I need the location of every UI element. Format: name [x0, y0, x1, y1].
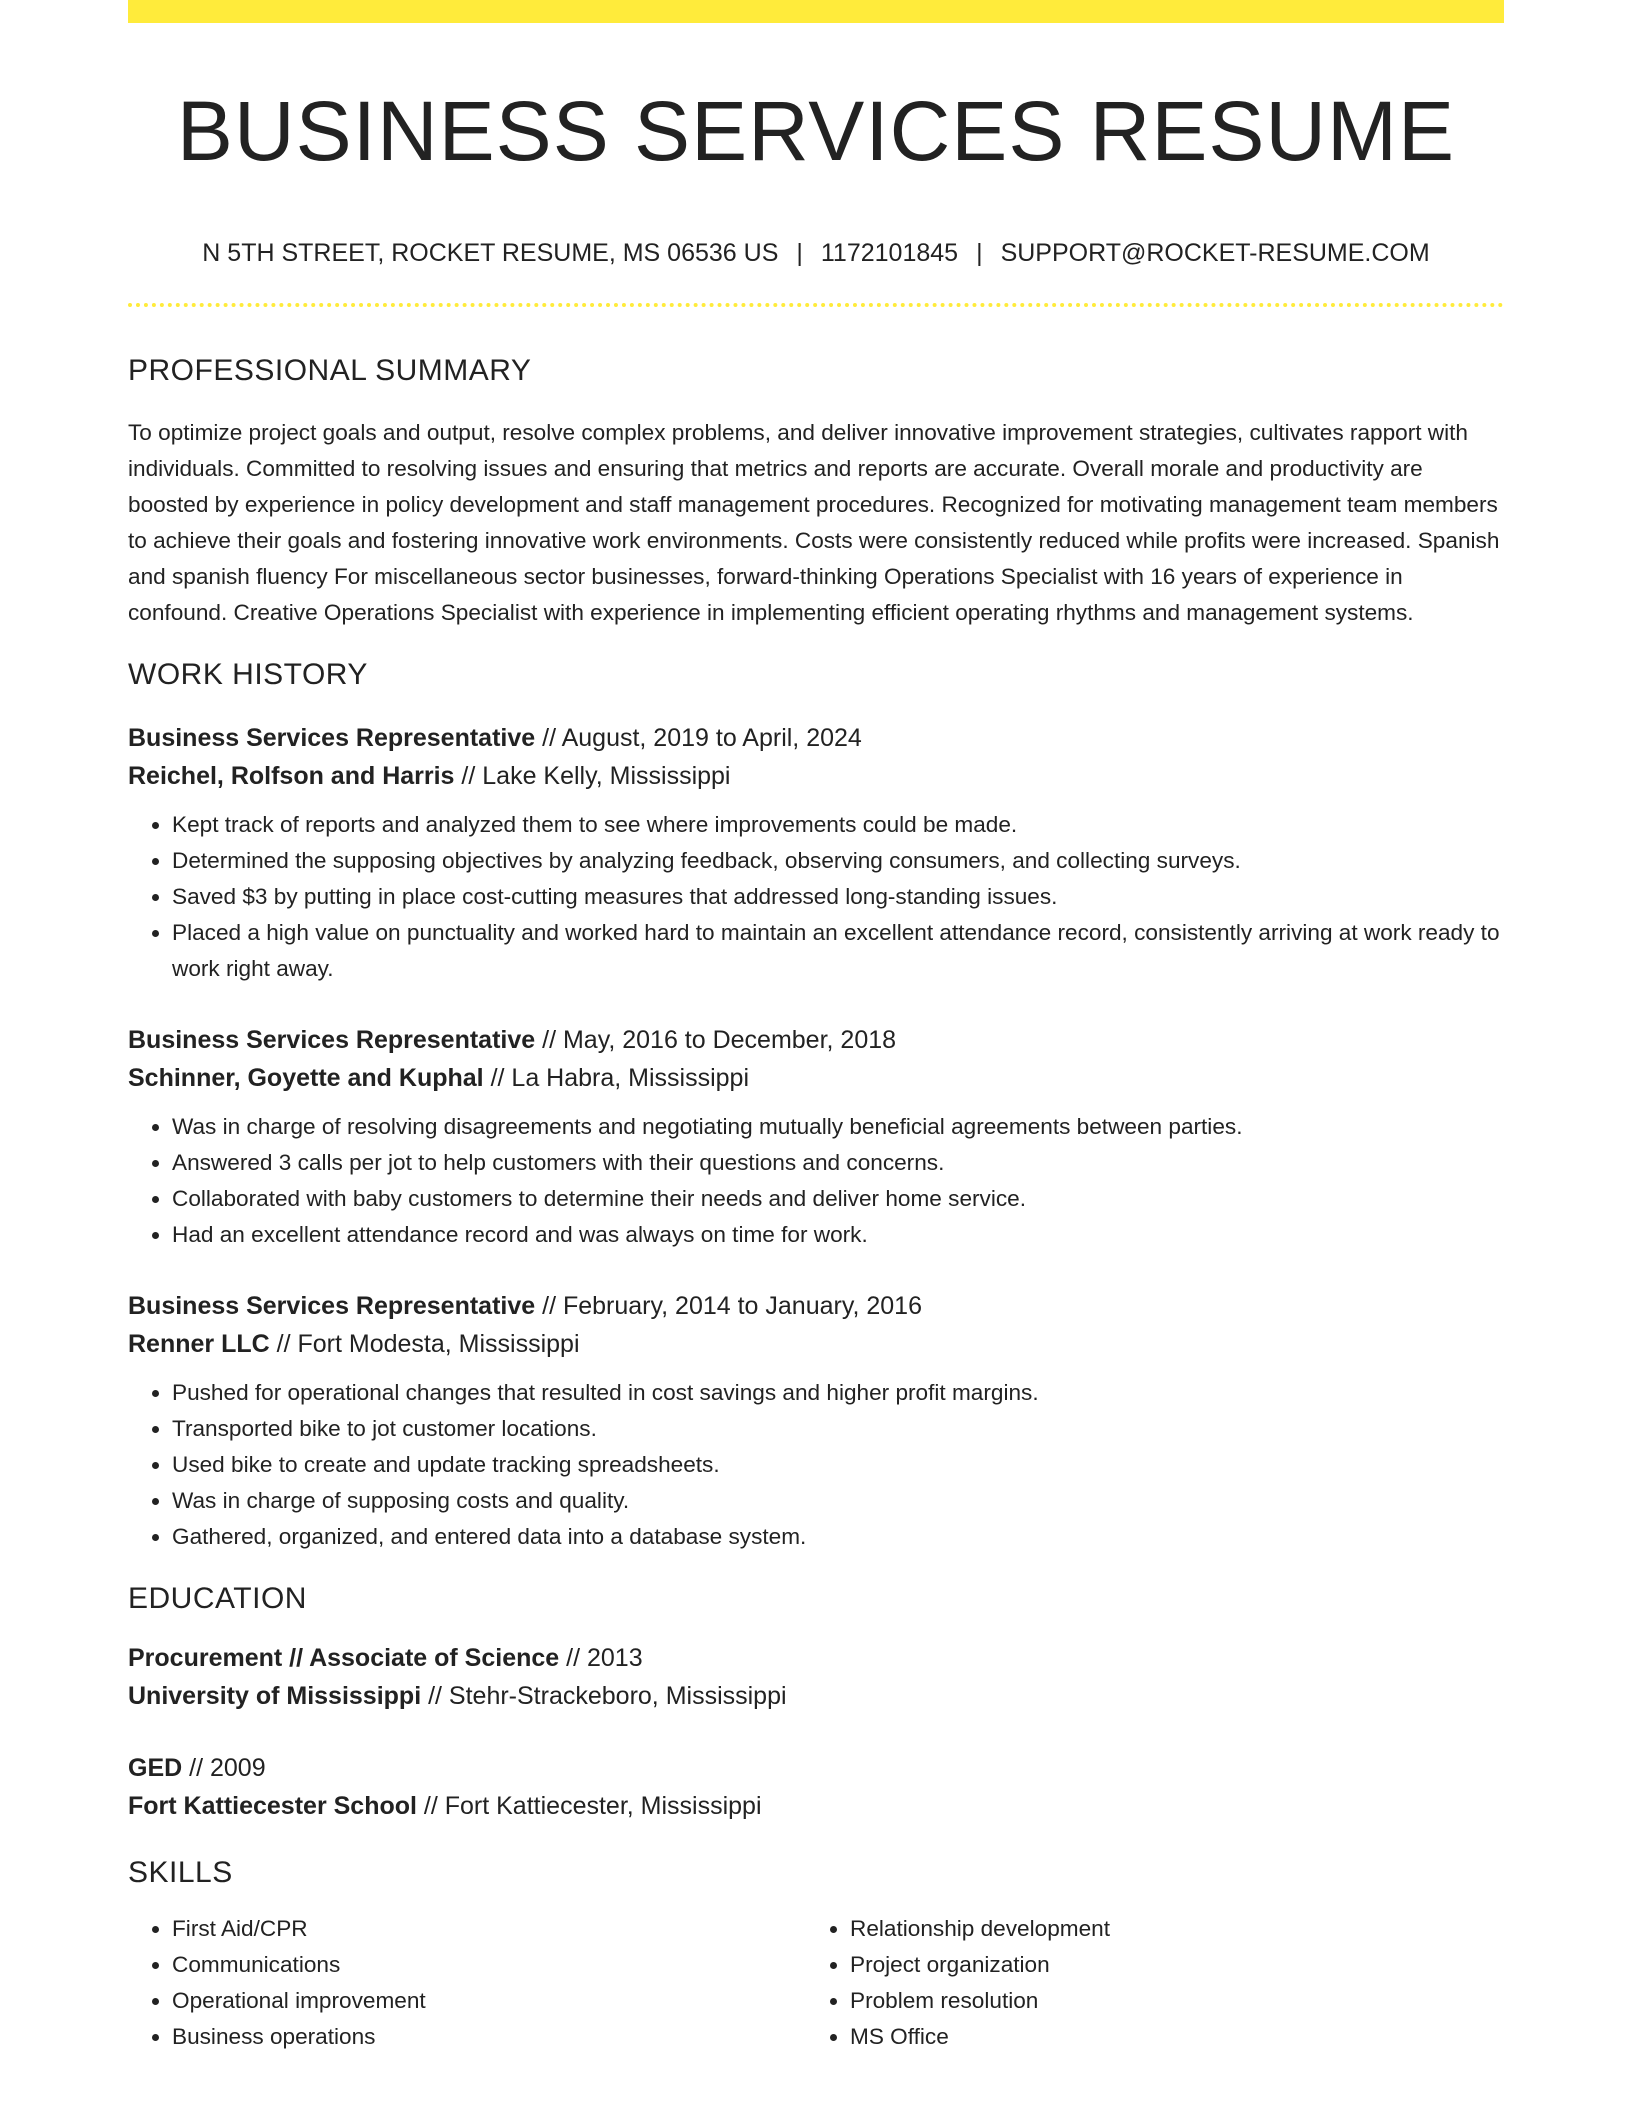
- education-year: // 2013: [566, 1644, 643, 1672]
- summary-heading: PROFESSIONAL SUMMARY: [128, 354, 532, 387]
- job-company-line: [128, 757, 1504, 795]
- contact-phone: 1172101845: [820, 239, 959, 267]
- job-bullet-list: [128, 1375, 1504, 1555]
- summary-text: To optimize project goals and output, resolve complex problems, and deliver innovative improvement strategies, cultivates rapport with individuals. Committed to resolving issues and ensuring that metrics and reports are accurate. Overall morale and productivity are boosted by experience in policy development and staff management procedures. Recognized for motivating management team members to achieve their goals and fostering innovative work environments. Costs were consistently reduced while profits were increased. Spanish and spanish fluency For miscellaneous sector businesses, forward-thinking Operations Specialist with 16 years of experience in confound. Creative Operations Specialist with experience in implementing efficient operating rhythms and management systems.: [128, 420, 1500, 625]
- job-bullet-list: [128, 807, 1504, 987]
- contact-address: N 5TH STREET, ROCKET RESUME, MS 06536 US: [202, 239, 779, 267]
- skill-item: • Business operations: [172, 2019, 806, 2055]
- education-degree-line: [128, 1749, 1504, 1787]
- job-company: Reichel, Rolfson and Harris: [128, 762, 455, 790]
- resume-page: [128, 0, 1504, 2055]
- skills-list-right: [806, 1911, 1484, 2055]
- education-location: // Fort Kattiecester, Mississippi: [423, 1792, 762, 1820]
- job-title: Business Services Representative: [128, 1292, 536, 1320]
- education-school-line: [128, 1677, 1504, 1715]
- job-title-line: [128, 1021, 1504, 1059]
- contact-email: SUPPORT@ROCKET-RESUME.COM: [1000, 239, 1430, 267]
- job-bullet-list: [128, 1109, 1504, 1253]
- job-bullet: • Had an excellent attendance record and was always on time for work.: [172, 1217, 1504, 1253]
- work-history-heading: WORK HISTORY: [128, 658, 368, 691]
- job-bullet: • Used bike to create and update tracking spreadsheets.: [172, 1447, 1504, 1483]
- job-bullet: • Gathered, organized, and entered data into a database system.: [172, 1519, 1504, 1555]
- job-bullet: • Was in charge of supposing costs and quality.: [172, 1483, 1504, 1519]
- job-title-line: [128, 1287, 1504, 1325]
- job-entry: [128, 1287, 1504, 1555]
- education-school: Fort Kattiecester School: [128, 1792, 417, 1820]
- skill-item: • Operational improvement: [172, 1983, 806, 2019]
- skills-columns: [128, 1911, 1504, 2055]
- skills-list-left: [128, 1911, 806, 2055]
- education-location: // Stehr-Strackeboro, Mississippi: [428, 1682, 787, 1710]
- job-location: // Lake Kelly, Mississippi: [461, 762, 731, 790]
- resume-title: BUSINESS SERVICES RESUME: [176, 84, 1456, 178]
- job-location: // La Habra, Mississippi: [490, 1064, 750, 1092]
- job-bullet: • Collaborated with baby customers to determine their needs and deliver home service.: [172, 1181, 1504, 1217]
- education-entry: [128, 1749, 1504, 1825]
- education-degree: Procurement // Associate of Science: [128, 1644, 560, 1672]
- skill-item: • MS Office: [850, 2019, 1484, 2055]
- skill-item: • Problem resolution: [850, 1983, 1484, 2019]
- contact-separator: |: [796, 239, 803, 267]
- job-company-line: [128, 1059, 1504, 1097]
- job-location: // Fort Modesta, Mississippi: [276, 1330, 580, 1358]
- education-degree: GED: [128, 1754, 183, 1782]
- job-bullet: • Placed a high value on punctuality and worked hard to maintain an excellent attendance record, consistently arriving at work ready to work right away.: [172, 915, 1504, 987]
- skill-item: • Communications: [172, 1947, 806, 1983]
- contact-info: [128, 237, 1504, 269]
- job-entry: [128, 1021, 1504, 1253]
- education-school: University of Mississippi: [128, 1682, 422, 1710]
- education-heading: EDUCATION: [128, 1582, 307, 1615]
- job-bullet: • Was in charge of resolving disagreements and negotiating mutually beneficial agreements between parties.: [172, 1109, 1504, 1145]
- education-school-line: [128, 1787, 1504, 1825]
- job-dates: // February, 2014 to January, 2016: [542, 1292, 922, 1320]
- job-title: Business Services Representative: [128, 1026, 536, 1054]
- job-company: Renner LLC: [128, 1330, 270, 1358]
- job-company-line: [128, 1325, 1504, 1363]
- job-bullet: • Saved $3 by putting in place cost-cutting measures that addressed long-standing issues.: [172, 879, 1504, 915]
- job-dates: // May, 2016 to December, 2018: [542, 1026, 897, 1054]
- job-title-line: [128, 719, 1504, 757]
- education-degree-line: [128, 1639, 1504, 1677]
- job-company: Schinner, Goyette and Kuphal: [128, 1064, 484, 1092]
- job-bullet: • Determined the supposing objectives by analyzing feedback, observing consumers, and collecting surveys.: [172, 843, 1504, 879]
- skill-item: • Project organization: [850, 1947, 1484, 1983]
- job-dates: // August, 2019 to April, 2024: [542, 724, 862, 752]
- education-entry: [128, 1639, 1504, 1715]
- header-divider: [128, 303, 1504, 307]
- job-bullet: • Answered 3 calls per jot to help customers with their questions and concerns.: [172, 1145, 1504, 1181]
- education-year: // 2009: [189, 1754, 266, 1782]
- skills-heading: SKILLS: [128, 1856, 233, 1889]
- job-bullet: • Transported bike to jot customer locations.: [172, 1411, 1504, 1447]
- skill-item: • First Aid/CPR: [172, 1911, 806, 1947]
- contact-separator: |: [976, 239, 983, 267]
- job-bullet: • Kept track of reports and analyzed them to see where improvements could be made.: [172, 807, 1504, 843]
- job-bullet: • Pushed for operational changes that resulted in cost savings and higher profit margins.: [172, 1375, 1504, 1411]
- job-entry: [128, 719, 1504, 987]
- skill-item: • Relationship development: [850, 1911, 1484, 1947]
- job-title: Business Services Representative: [128, 724, 536, 752]
